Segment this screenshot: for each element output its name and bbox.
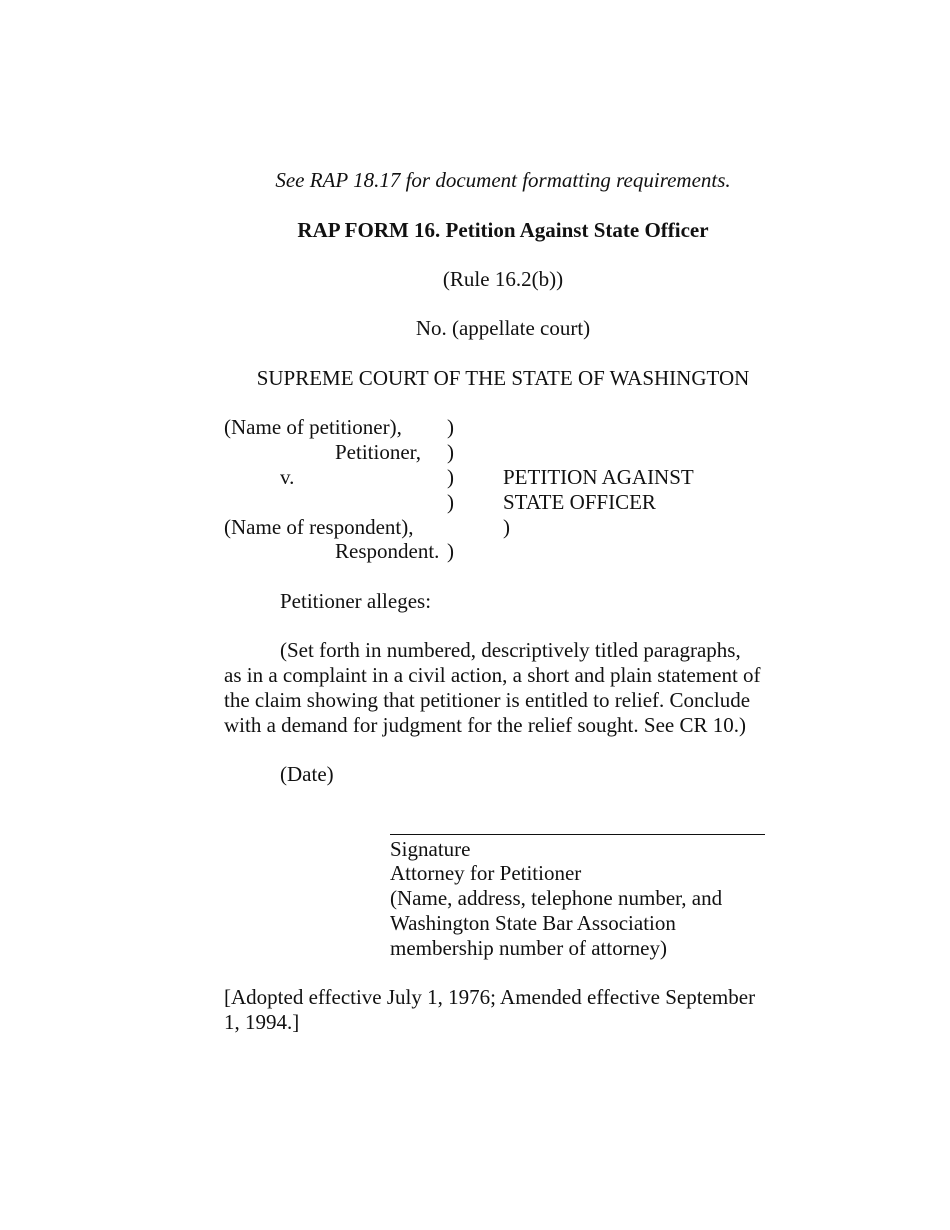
date-label: (Date) — [280, 762, 334, 786]
instructions-line: as in a complaint in a civil action, a short and plain statement of — [224, 663, 761, 687]
caption-paren: ) — [447, 539, 454, 563]
caption-title-line2: STATE OFFICER — [503, 490, 656, 514]
instructions-line: with a demand for judgment for the relief sought. See CR 10.) — [224, 713, 746, 737]
instructions-line: the claim showing that petitioner is entitled to relief. Conclude — [224, 688, 751, 712]
caption-paren: ) — [447, 440, 454, 464]
attorney-details-line: (Name, address, telephone number, and — [390, 886, 723, 910]
case-number: No. (appellate court) — [415, 316, 591, 340]
attorney-details-line: membership number of attorney) — [390, 936, 667, 960]
history-note-line: 1, 1994.] — [224, 1010, 300, 1034]
caption-paren: ) — [447, 490, 454, 514]
caption-paren: ) — [447, 465, 454, 489]
signature-line — [390, 834, 765, 835]
history-note-line: [Adopted effective July 1, 1976; Amended effective September — [224, 985, 756, 1009]
court-name: SUPREME COURT OF THE STATE OF WASHINGTON — [256, 366, 750, 390]
petitioner-label: Petitioner, — [335, 440, 422, 464]
form-title: RAP FORM 16. Petition Against State Officer — [297, 218, 709, 242]
signature-label: Signature — [390, 837, 471, 861]
petitioner-name: (Name of petitioner), — [224, 415, 402, 439]
attorney-details-line: Washington State Bar Association — [390, 911, 676, 935]
rule-reference: (Rule 16.2(b)) — [442, 267, 564, 291]
attorney-label: Attorney for Petitioner — [390, 861, 582, 885]
respondent-label: Respondent. — [335, 539, 440, 563]
caption-title-line1: PETITION AGAINST — [503, 465, 694, 489]
caption-paren: ) — [503, 515, 510, 539]
formatting-note: See RAP 18.17 for document formatting requirements. — [275, 168, 731, 192]
instructions-line: (Set forth in numbered, descriptively titled paragraphs, — [280, 638, 741, 662]
versus-label: v. — [280, 465, 295, 489]
caption-paren: ) — [447, 415, 454, 439]
respondent-name: (Name of respondent), — [224, 515, 414, 539]
allegation-intro: Petitioner alleges: — [280, 589, 432, 613]
